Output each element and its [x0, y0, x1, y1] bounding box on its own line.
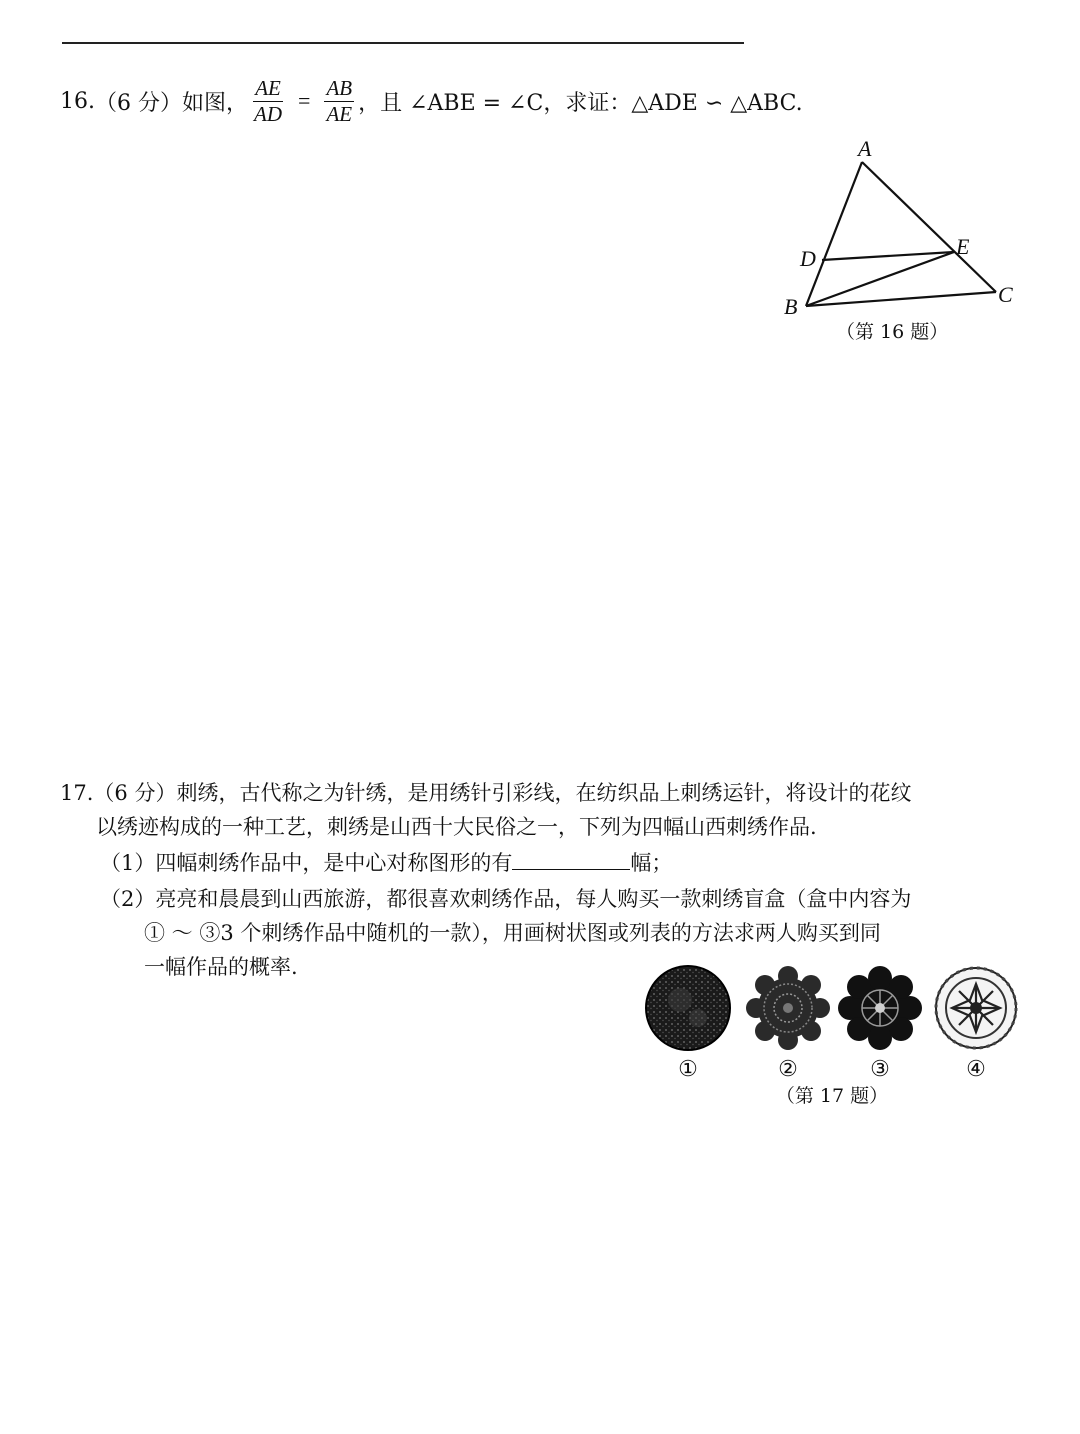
label-b: B — [784, 294, 798, 319]
embroidery-work-4 — [936, 968, 1016, 1048]
q17-score: （6 分） — [93, 781, 177, 805]
embroidery-work-3 — [838, 966, 922, 1050]
embroidery-label-4: ④ — [966, 1057, 986, 1082]
part-1-prefix: （1）四幅刺绣作品中，是中心对称图形的有 — [100, 851, 513, 875]
triangle-figure-16 — [770, 130, 1030, 350]
embroidery-label-1: ① — [678, 1057, 698, 1082]
side-ac — [862, 162, 996, 292]
side-ab — [806, 162, 862, 306]
q16-score: （6 分） — [95, 90, 182, 116]
embroidery-figure-17 — [640, 962, 1040, 1112]
label-c: C — [998, 282, 1013, 307]
side-bc — [806, 292, 996, 306]
fraction-ab-ae — [324, 77, 354, 124]
fraction-denominator: AE — [326, 101, 353, 126]
fraction-numerator: AB — [326, 76, 353, 101]
figure-17-caption: （第 17 题） — [775, 1085, 889, 1107]
q17-part-1 — [60, 846, 911, 880]
question-17 — [60, 776, 911, 984]
fraction-denominator: AD — [254, 101, 283, 126]
embroidery-label-3: ③ — [870, 1057, 890, 1082]
fraction-numerator: AE — [255, 76, 281, 101]
q16-condition: ，且 ∠ABE = ∠C，求证：△ADE ∽ △ABC. — [358, 90, 803, 116]
q16-intro: 如图， — [182, 90, 249, 116]
equals-sign: = — [298, 88, 311, 113]
q17-line-1 — [60, 776, 911, 810]
figure-16-caption: （第 16 题） — [836, 321, 949, 343]
q17-number: 17. — [60, 781, 94, 805]
label-d: D — [800, 246, 816, 271]
top-rule — [62, 42, 744, 44]
q16-number: 16. — [60, 88, 95, 114]
fraction-ae-ad — [252, 77, 284, 124]
answer-blank[interactable] — [512, 849, 630, 870]
q17-part-2-line-2: ① ～ ③3 个刺绣作品中随机的一款），用画树状图或列表的方法求两人购买到同 — [144, 921, 881, 945]
label-a: A — [858, 136, 872, 161]
question-16-stem — [60, 78, 803, 124]
q17-line-2: 以绣迹构成的一种工艺，刺绣是山西十大民俗之一，下列为四幅山西刺绣作品. — [96, 815, 817, 839]
q17-part-2-line-3: 一幅作品的概率. — [144, 955, 298, 979]
q17-part-2-line-1: （2）亮亮和晨晨到山西旅游，都很喜欢刺绣作品，每人购买一款刺绣盲盒（盒中内容为 — [100, 887, 912, 911]
q17-text-1: 刺绣，古代称之为针绣，是用绣针引彩线，在纺织品上刺绣运针，将设计的花纹 — [176, 781, 912, 805]
part-1-suffix: 幅； — [630, 851, 673, 875]
embroidery-work-2 — [746, 966, 830, 1050]
embroidery-work-1 — [646, 966, 730, 1050]
label-e: E — [956, 234, 970, 259]
embroidery-label-2: ② — [778, 1057, 798, 1082]
